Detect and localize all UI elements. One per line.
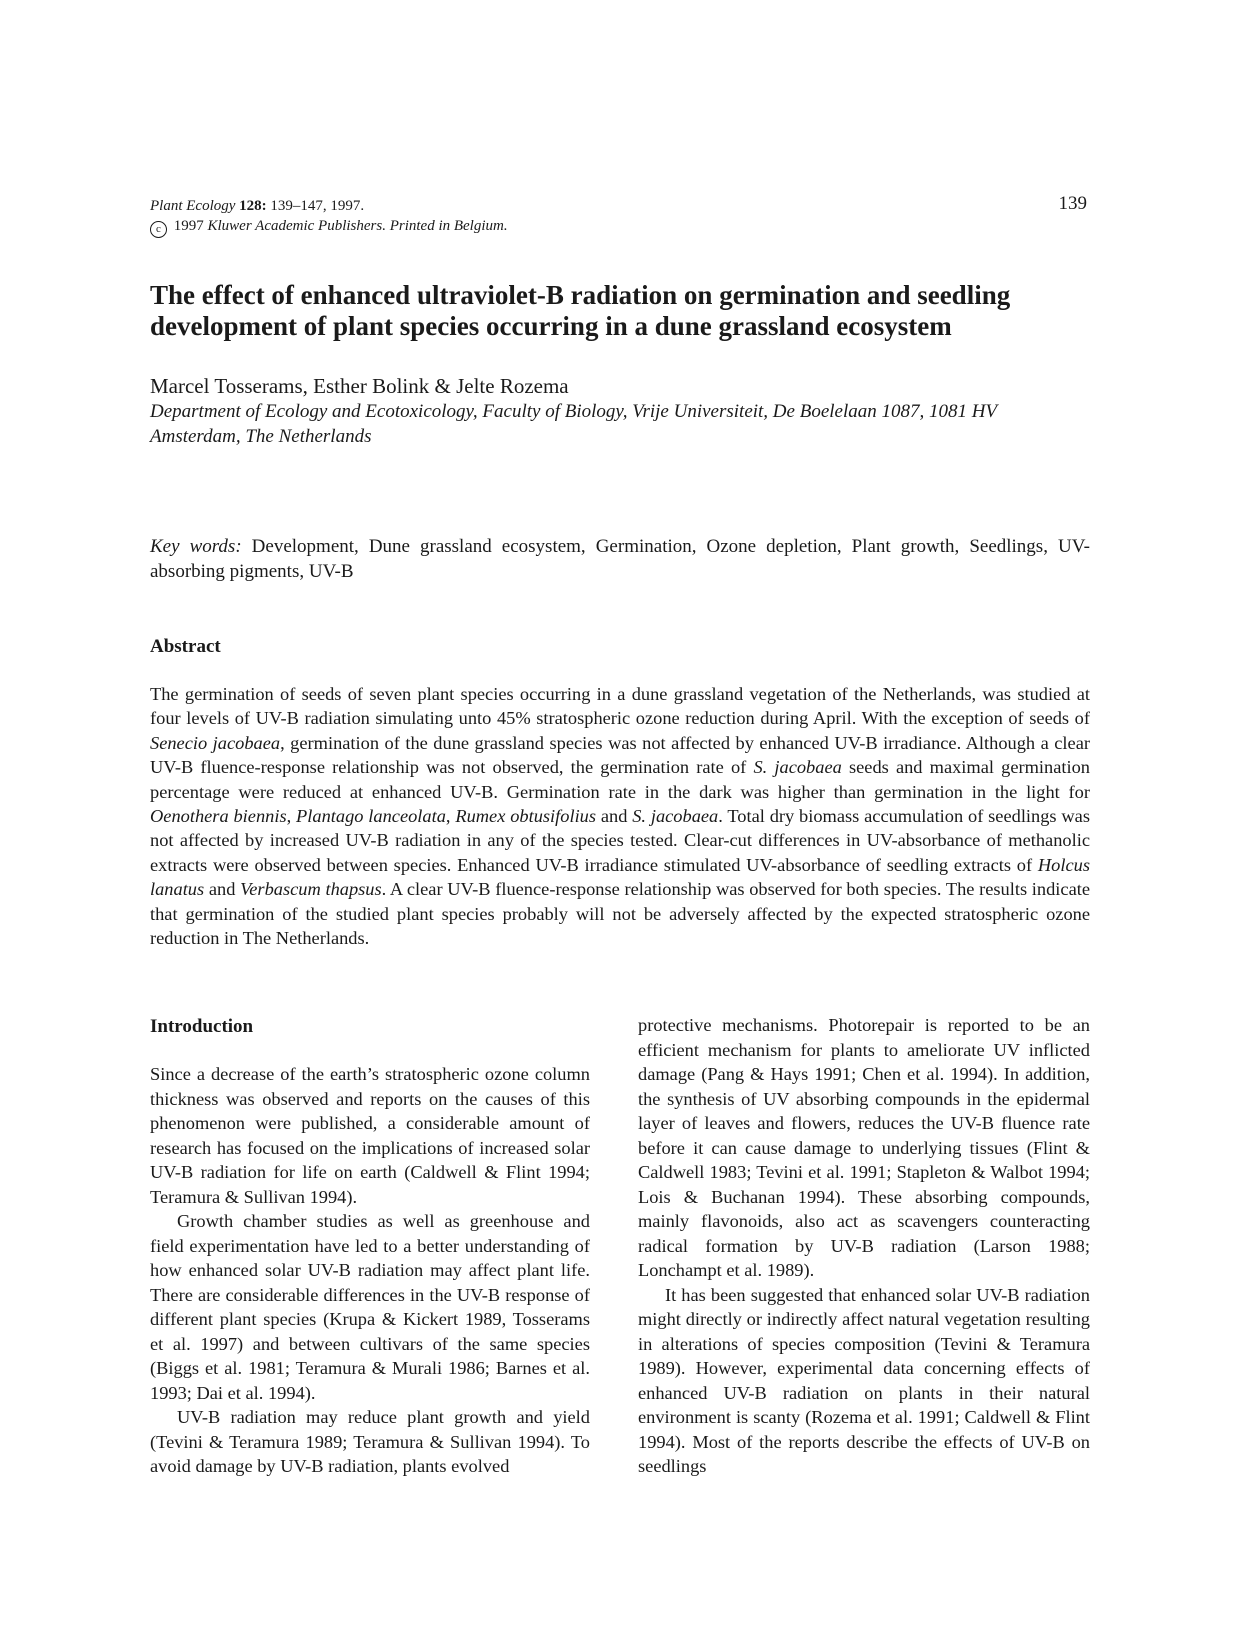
species-name: S. jacobaea <box>753 757 842 778</box>
copyright-line <box>150 216 508 238</box>
abstract-heading: Abstract <box>150 636 221 657</box>
species-name: Oenothera biennis <box>150 806 287 827</box>
species-name: Senecio jacobaea <box>150 732 281 753</box>
copyright-year: 1997 <box>170 218 208 234</box>
article-title: The effect of enhanced ultraviolet-B radiation on germination and seedling development of plant species occurring in a dune grassland ecosystem <box>150 280 1011 341</box>
abstract-text: seeds and maximal germination percentage were reduced at enhanced UV-B. Germination rate in the dark was higher than germination in the light for <box>150 757 1091 802</box>
abstract-paragraph <box>150 682 1090 950</box>
intro-paragraph-1: Since a decrease of the earth’s stratospheric ozone column thickness was observed and reports on the causes of this phenomenon were published, a considerable amount of research has focused on the implications of increased solar UV-B radiation for life on earth (Caldwell & Flint 1994; Teramura & Sullivan 1994). <box>150 1064 590 1207</box>
abstract-text: . Total dry biomass accumulation of seedlings was not affected by increased UV-B radiation in any of the species tested. Clear-cut differences in UV-absorbance of methanolic extracts were observed between species. Enhanced UV-B irradiance stimulated UV-absorbance of seedling extracts of <box>150 806 1090 875</box>
species-name: Holcus lanatus <box>150 854 1090 900</box>
journal-pages-year: 139–147, 1997. <box>266 198 365 214</box>
introduction-heading: Introduction <box>150 1016 254 1037</box>
abstract-text: . A clear UV-B fluence-response relationship was observed for both species. The results indicate that germination of the studied plant species probably will not be adversely affected by the expected stratospheric ozone reduction in The Netherlands. <box>150 879 1091 949</box>
intro-paragraph-4: protective mechanisms. Photorepair is reported to be an efficient mechanism for plants to ameliorate UV inflicted damage (Pang & Hays 1991; Chen et al. 1994). In addition, the synthesis of UV absorbing compounds in the epidermal layer of leaves and flowers, reduces the UV-B fluence rate before it can cause damage to underlying tissues (Flint & Caldwell 1983; Tevini et al. 1991; Stapleton & Walbot 1994; Lois & Buchanan 1994). These absorbing compounds, mainly flavonoids, also act as scavengers counteracting radical formation by UV-B radiation (Larson 1988; Lonchampt et al. 1989). <box>638 1015 1090 1280</box>
keywords-list: Development, Dune grassland ecosystem, Germination, Ozone depletion, Plant growth, Seedlings, UV-absorbing pigments, UV-B <box>150 536 1091 582</box>
abstract-text: The germination of seeds of seven plant species occurring in a dune grassland vegetation of the Netherlands, was studied at four levels of UV-B radiation simulating unto 45% stratospheric ozone reduction during April. With the exception of seeds of <box>150 684 1090 729</box>
species-name: Rumex obtusifolius <box>455 806 597 827</box>
affiliation: Department of Ecology and Ecotoxicology, Faculty of Biology, Vrije Universiteit, De Boelelaan 1087, 1081 HV Amsterdam, The Netherlands <box>150 401 997 447</box>
abstract-text: and <box>596 806 633 827</box>
page-number: 139 <box>1058 193 1087 214</box>
abstract-text: , <box>445 806 456 827</box>
abstract-text: , <box>286 806 297 827</box>
abstract-text: , germination of the dune grassland species was not affected by enhanced UV-B irradiance. Although a clear UV-B fluence-response relationship was not observed, the germination rate of <box>150 732 1090 778</box>
abstract-body <box>150 682 1090 950</box>
abstract-text: and <box>204 879 241 900</box>
intro-paragraph-3: UV-B radiation may reduce plant growth and yield (Tevini & Teramura 1989; Teramura & Sullivan 1994). To avoid damage by UV-B radiation, plants evolved <box>150 1407 590 1476</box>
keywords-label: Key words: <box>150 536 242 557</box>
keywords <box>150 534 1090 584</box>
journal-volume: 128: <box>239 198 267 214</box>
species-name: Verbascum thapsus <box>240 879 382 900</box>
copyright-symbol: c <box>150 221 167 238</box>
right-column <box>638 1013 1090 1479</box>
journal-citation <box>150 196 508 238</box>
intro-paragraph-2: Growth chamber studies as well as greenhouse and field experimentation have led to a better understanding of how enhanced solar UV-B radiation may affect plant life. There are considerable differences in the UV-B response of different plant species (Krupa & Kickert 1989, Tosserams et al. 1997) and between cultivars of the same species (Biggs et al. 1981; Teramura & Murali 1986; Barnes et al. 1993; Dai et al. 1994). <box>150 1211 590 1403</box>
journal-name: Plant Ecology <box>150 198 236 214</box>
species-name: S. jacobaea <box>632 806 719 827</box>
journal-line <box>150 196 508 216</box>
authors: Marcel Tosserams, Esther Bolink & Jelte Rozema <box>150 374 569 398</box>
publisher: Kluwer Academic Publishers. Printed in Belgium. <box>207 218 508 234</box>
left-column <box>150 1062 590 1479</box>
species-name: Plantago lanceolata <box>296 806 446 827</box>
intro-paragraph-5: It has been suggested that enhanced solar UV-B radiation might directly or indirectly affect natural vegetation resulting in alterations of species composition (Tevini & Teramura 1989). However, experimental data concerning effects of enhanced UV-B radiation on plants in their natural environment is scanty (Rozema et al. 1991; Caldwell & Flint 1994). Most of the reports describe the effects of UV-B on seedlings <box>638 1284 1090 1476</box>
